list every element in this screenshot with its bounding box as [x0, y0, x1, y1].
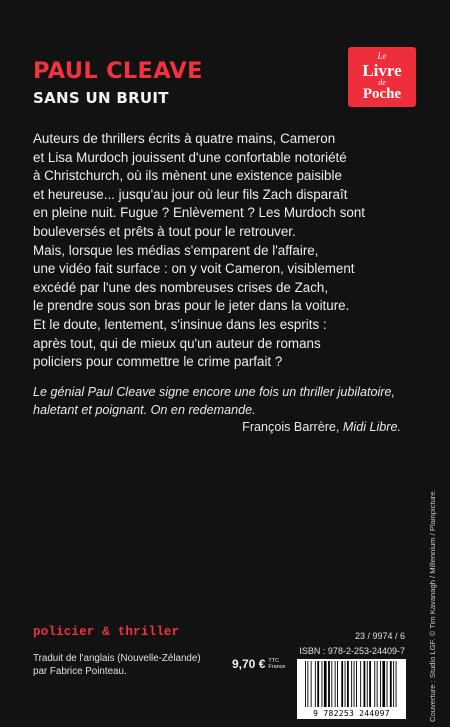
- author-name: PAUL CLEAVE: [33, 58, 203, 84]
- blurb-line: à Christchurch, où ils mènent une existence paisible: [33, 168, 342, 184]
- barcode-bar: [364, 661, 366, 707]
- barcode-bar: [307, 661, 308, 707]
- barcode-bar: [367, 661, 368, 707]
- critic-name: François Barrère,: [242, 420, 343, 434]
- barcode-bar: [315, 661, 316, 707]
- price-amount: 9,70 €: [232, 657, 266, 671]
- logo-line-poche: Poche: [362, 86, 402, 102]
- blurb-line: bouleversés et prêts à tout pour le retrouver.: [33, 223, 296, 239]
- barcode-bar: [396, 661, 397, 707]
- isbn: ISBN : 978-2-253-24409-7: [299, 646, 405, 656]
- barcode-bar: [324, 661, 327, 707]
- barcode: [297, 659, 406, 719]
- barcode-bar: [377, 661, 378, 707]
- price: [232, 657, 286, 671]
- book-title: SANS UN BRUIT: [33, 89, 169, 107]
- quote-source: Midi Libre.: [342, 420, 401, 434]
- blurb-line: en pleine nuit. Fugue ? Enlèvement ? Les Murdoch sont: [33, 205, 366, 221]
- blurb-line: et heureuse... jusqu'au jour où leur fils Zach disparaît: [33, 186, 348, 202]
- barcode-bar: [369, 661, 371, 707]
- barcode-bar: [345, 661, 346, 707]
- translation-line: Traduit de l'anglais (Nouvelle-Zélande): [33, 653, 201, 664]
- barcode-bar: [341, 661, 343, 707]
- genre-label: policier & thriller: [33, 625, 180, 639]
- barcode-bars: [305, 661, 398, 707]
- barcode-bar: [335, 661, 336, 707]
- catalog-code: 23 / 9974 / 6: [354, 631, 405, 641]
- barcode-bar: [387, 661, 388, 707]
- blurb-line: Et le doute, lentement, s'insinue dans les esprits :: [33, 316, 327, 332]
- cover-credit: Couverture : Studio LGF. © Tim Kavanagh / Millennium / Plainpicture.: [428, 489, 437, 722]
- barcode-bar: [351, 661, 352, 707]
- logo-line-de: de: [378, 78, 386, 87]
- blurb-line: et Lisa Murdoch jouissent d'une confortable notoriété: [33, 149, 347, 165]
- barcode-bar: [390, 661, 392, 707]
- barcode-bar: [374, 661, 375, 707]
- translation-credit: [33, 652, 201, 678]
- logo-line-le: Le: [377, 51, 387, 61]
- barcode-bar: [347, 661, 349, 707]
- price-country: France: [268, 664, 286, 670]
- blurb-line: le prendre sous son bras pour le jeter dans la voiture.: [33, 298, 350, 314]
- barcode-bar: [393, 661, 394, 707]
- barcode-bar: [382, 661, 385, 707]
- logo-line-livre: Livre: [362, 61, 402, 80]
- quote-line: haletant et poignant. On en redemande.: [33, 402, 256, 417]
- blurb-line: après tout, qui de mieux qu'un auteur de romans: [33, 335, 321, 351]
- translator-line: par Fabrice Pointeau.: [33, 666, 127, 677]
- barcode-bar: [360, 661, 361, 707]
- barcode-bar: [311, 661, 312, 707]
- barcode-bar: [356, 661, 357, 707]
- blurb-line: policiers pour commettre le crime parfait ?: [33, 354, 283, 370]
- barcode-bar: [317, 661, 319, 707]
- barcode-bar: [305, 661, 306, 707]
- barcode-bar: [380, 661, 381, 707]
- price-ttc: TTC: [268, 658, 280, 664]
- press-quote: [33, 384, 403, 419]
- price-tax-note: [268, 658, 285, 670]
- blurb-line: excédé par l'une des nombreuses crises de Zach,: [33, 279, 329, 295]
- barcode-bar: [354, 661, 355, 707]
- blurb-line: Mais, lorsque les médias s'emparent de l'affaire,: [33, 242, 319, 258]
- quote-line: Le génial Paul Cleave signe encore une fois un thriller jubilatoire,: [33, 385, 395, 399]
- barcode-bar: [337, 661, 338, 707]
- publisher-logo: [348, 47, 416, 107]
- barcode-digits: 9 782253 244097: [313, 709, 390, 718]
- blurb-line: une vidéo fait surface : on y voit Cameron, visiblement: [33, 261, 355, 277]
- barcode-bar: [328, 661, 330, 707]
- barcode-bar: [331, 661, 332, 707]
- quote-attribution: [242, 420, 401, 434]
- blurb-line: Auteurs de thrillers écrits à quatre mains, Cameron: [33, 131, 336, 146]
- blurb-text: [33, 130, 393, 372]
- barcode-bar: [322, 661, 323, 707]
